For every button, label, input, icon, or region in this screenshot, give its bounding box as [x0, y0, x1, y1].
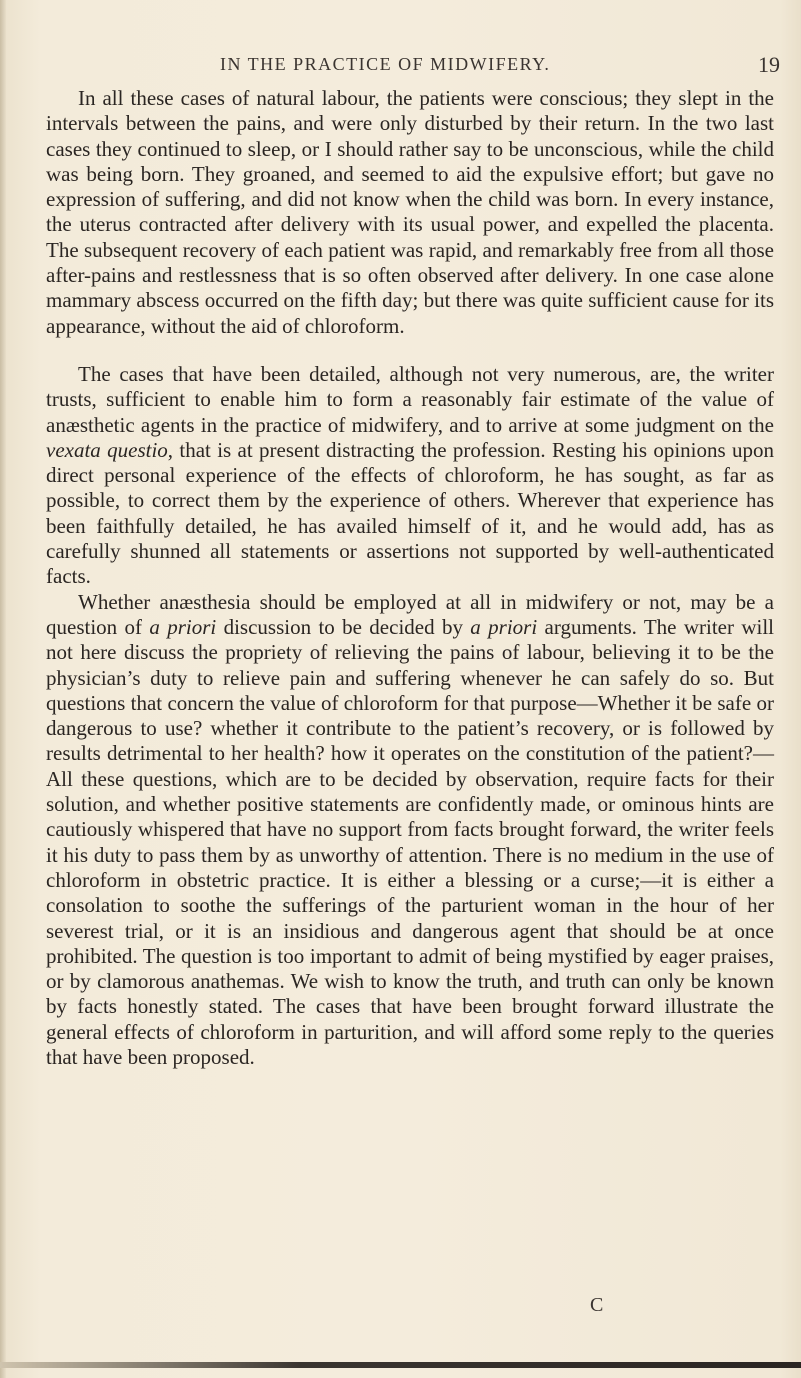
- page-header: [60, 54, 780, 84]
- paragraph-1: In all these cases of natural labour, the patients were conscious; they slept in the intervals between the pains, and were only disturbed by their return. In the two last cases they continued to sleep, or I should rather say to be unconscious, while the child was being born. They groaned, and seemed to aid the expulsive effort; but gave no expression of suffering, and did not know when the child was born. In every instance, the uterus contracted after delivery with its usual power, and expelled the placenta. The subsequent recovery of each patient was rapid, and remarkably free from all those after-pains and restlessness that is so often observed after delivery. In one case alone mammary abscess occurred on the fifth day; but there was quite sufficient cause for its appearance, without the aid of chloroform.: [46, 86, 774, 338]
- signature-mark: C: [590, 1294, 604, 1316]
- paragraph-3-italic-1: a priori: [149, 614, 217, 639]
- paragraph-2: [46, 362, 774, 590]
- paragraph-2-part-1: The cases that have been detailed, although not very numerous, are, the writer trusts, sufficient to enable him to form a reasonably fair estimate of the value of anæsthetic agents in the practice of midwifery, and to arrive at some judgment on the: [46, 361, 774, 437]
- paragraph-3-part-1: Whether anæsthesia should be employed at all in midwifery or not, may be a question of: [46, 589, 774, 639]
- running-head: IN THE PRACTICE OF MIDWIFERY.: [220, 54, 551, 74]
- bottom-edge-rule: [0, 1362, 801, 1368]
- page-number: 19: [758, 52, 780, 77]
- page-gutter-shadow: [0, 0, 6, 1378]
- paragraph-3: [46, 590, 774, 1071]
- paragraph-3-italic-2: a priori: [470, 614, 538, 639]
- body-text: [46, 86, 774, 1070]
- paragraph-3-part-3: arguments. The writer will not here discuss the propriety of relieving the pains of labour, believing it to be the physician’s duty to relieve pain and suffering whenever he can safely do so. But questions that concern the value of chloroform for that purpose—Whether it be safe or dangerous to use? whether it contribute to the patient’s recovery, or is followed by results detrimental to her health? how it operates on the constitution of the patient?—All these questions, which are to be decided by observation, require facts for their solution, and whether positive statements are confidently made, or ominous hints are cautiously whispered that have no support from facts brought forward, the writer feels it his duty to pass them by as unworthy of attention. There is no medium in the use of chloroform in obstetric practice. It is either a blessing or a curse;—it is either a consolation to soothe the sufferings of the parturient woman in the hour of her severest trial, or it is an insidious and dangerous agent that should be at once prohibited. The question is too important to admit of being mystified by eager praises, or by clamorous anathemas. We wish to know the truth, and truth can only be known by facts honestly stated. The cases that have been brought forward illustrate the general effects of chloroform in parturition, and will afford some reply to the queries that have been proposed.: [46, 614, 775, 1069]
- paragraph-3-part-2: discussion to be decided by: [216, 614, 471, 639]
- paragraph-2-italic: vexata questio: [46, 437, 168, 462]
- paragraph-2-part-2: , that is at present distracting the profession. Resting his opinions upon direct personal experience of the effects of chloroform, he has sought, as far as possible, to correct them by the experience of others. Wherever that experience has been faithfully detailed, he has availed himself of it, and he would add, has as carefully shunned all statements or assertions not supported by well-authenticated facts.: [46, 437, 774, 589]
